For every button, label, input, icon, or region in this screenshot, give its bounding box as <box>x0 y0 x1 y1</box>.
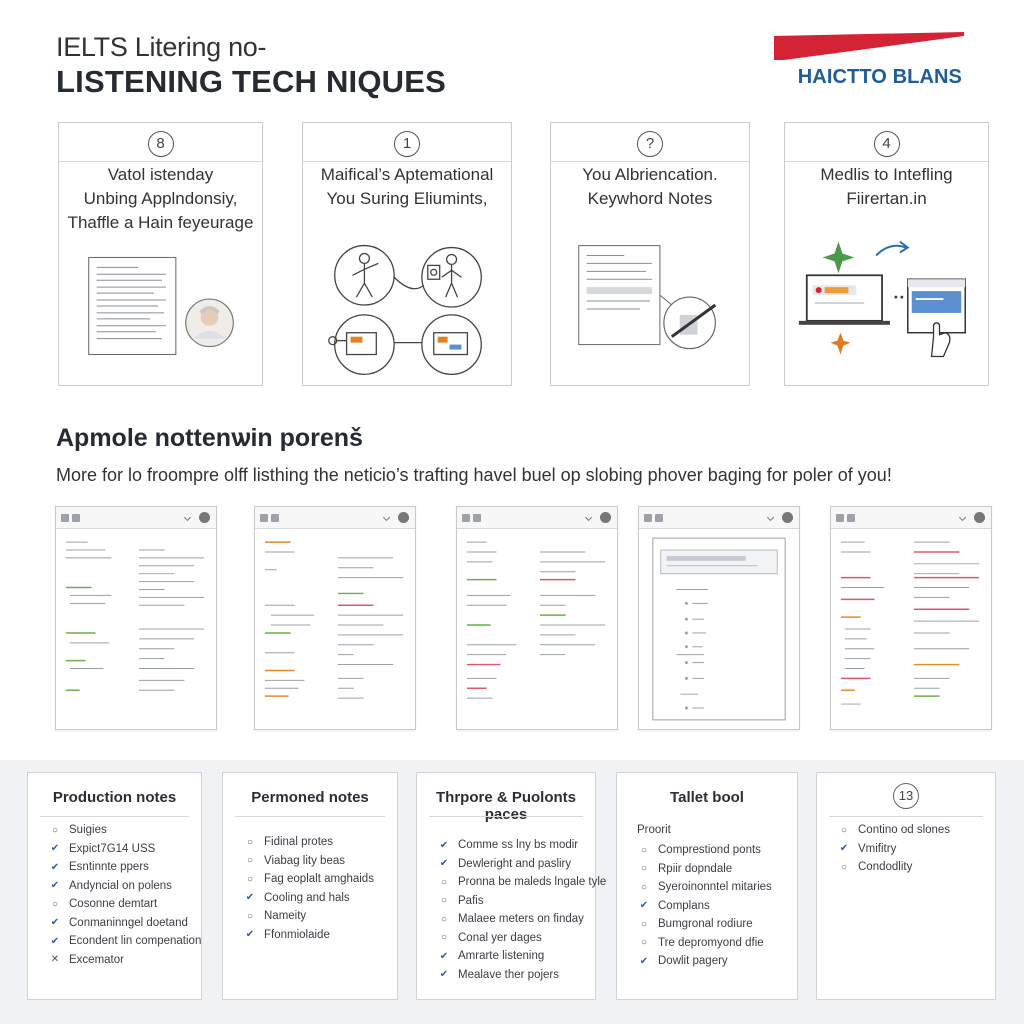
technique-number: 1 <box>394 131 420 157</box>
technique-card-4[interactable] <box>784 122 989 386</box>
document-with-portrait-icon <box>59 225 262 385</box>
notes-card-title: Production notes <box>52 789 177 806</box>
technique-card-2[interactable] <box>302 122 512 386</box>
notes-list <box>50 821 202 969</box>
brand-swoosh-icon <box>774 32 964 60</box>
list-item-text: Dowlit pagery <box>658 955 728 968</box>
list-item <box>839 821 987 840</box>
list-item-text: Bumgronal rodiure <box>658 918 753 931</box>
notes-list <box>439 836 607 984</box>
checkbox-checked-icon: ✔ <box>50 880 60 892</box>
bullet-circle-icon: ○ <box>440 876 448 888</box>
screenshot-thumbnail-5[interactable] <box>830 506 992 730</box>
close-icon <box>398 512 409 523</box>
list-item <box>839 858 987 877</box>
divider <box>551 161 749 162</box>
list-item <box>50 951 193 970</box>
list-item <box>639 934 789 953</box>
list-item-text: Econdent lin compenation <box>69 935 202 948</box>
notes-card-title: Tallet bool <box>670 789 744 806</box>
list-item <box>439 855 587 874</box>
technique-text: You Albriencation. Keywhord Notes <box>582 165 718 208</box>
technique-number: ? <box>637 131 663 157</box>
close-icon <box>974 512 985 523</box>
notepad-with-pen-icon <box>551 225 749 385</box>
technique-text: Vatol istenday Unbing Applndonsiy, Thaffle a Hain feyeurage <box>67 165 254 232</box>
divider <box>59 161 262 162</box>
bullet-circle-icon: ○ <box>246 910 254 922</box>
checkbox-checked-icon: ✔ <box>839 843 849 855</box>
list-item <box>839 840 987 859</box>
list-item <box>245 833 389 852</box>
bullet-circle-icon: ○ <box>640 918 648 930</box>
document-preview <box>56 529 216 729</box>
bullet-circle-icon: ○ <box>51 898 59 910</box>
list-item-text: Excemator <box>69 953 124 966</box>
list-item <box>639 860 789 879</box>
list-item <box>439 929 587 948</box>
divider <box>303 161 511 162</box>
document-preview <box>457 529 617 729</box>
checkbox-checked-icon: ✔ <box>639 955 649 967</box>
list-item-text: Fag eoplalt amghaids <box>264 873 374 886</box>
list-item-text: Esntinnte ppers <box>69 861 149 874</box>
screenshot-thumbnail-4[interactable] <box>638 506 800 730</box>
technique-text: Medlis to Intefling Fiirertan.in <box>820 165 953 208</box>
list-item <box>245 870 389 889</box>
page-title: LISTENING TECH NIQUES <box>56 64 447 99</box>
list-item-text: Pronna be maleds lngale tyle <box>458 876 607 889</box>
list-item <box>639 841 789 860</box>
list-item-text: Cosonne demtart <box>69 898 158 911</box>
notes-card-title: Permoned notes <box>251 789 369 806</box>
list-item <box>439 873 607 892</box>
list-item <box>245 907 389 926</box>
list-item-text: Suigies <box>69 824 107 837</box>
bullet-circle-icon: ○ <box>640 881 648 893</box>
list-item-text: Ffonmiolaide <box>264 928 330 941</box>
document-preview <box>255 529 415 729</box>
checkbox-checked-icon: ✔ <box>439 839 449 851</box>
list-item <box>439 947 587 966</box>
bullet-circle-icon: ○ <box>640 844 648 856</box>
close-icon <box>600 512 611 523</box>
brand-logo <box>772 32 964 92</box>
bullet-circle-icon: ○ <box>640 863 648 875</box>
list-item-text: Comprestiond ponts <box>658 844 761 857</box>
window-titlebar <box>255 507 415 529</box>
bullet-circle-icon: ○ <box>246 855 254 867</box>
notes-list <box>839 821 987 877</box>
list-item-text: Conmaninngel doetand <box>69 916 188 929</box>
document-preview <box>639 529 799 729</box>
list-item-text: Tre depromyond dfie <box>658 936 764 949</box>
divider <box>829 816 983 817</box>
list-item <box>639 915 789 934</box>
close-icon <box>199 512 210 523</box>
header-kicker: IELTS Litering no- <box>56 32 267 62</box>
laptop-and-browser-transfer-icon <box>785 225 988 385</box>
screenshot-thumbnail-2[interactable] <box>254 506 416 730</box>
list-item-text: Dewleright and pasliry <box>458 857 572 870</box>
notes-card-lead: Proorit <box>637 824 671 836</box>
list-item-text: Comme ss lny bs modir <box>458 839 579 852</box>
bullet-circle-icon: ○ <box>440 932 448 944</box>
checkbox-checked-icon: ✔ <box>439 969 449 981</box>
brand-name: HAICTTO BLANS <box>797 66 962 88</box>
list-item-text: Amrarte listening <box>458 950 545 963</box>
bullet-circle-icon: ○ <box>440 895 448 907</box>
list-item-text: Syeroinonntel mitaries <box>658 881 772 894</box>
list-item-text: Malaee meters on finday <box>458 913 584 926</box>
list-item <box>50 895 193 914</box>
divider <box>429 816 583 817</box>
list-item-text: Cooling and hals <box>264 891 350 904</box>
list-item-text: Andyncial on polens <box>69 879 172 892</box>
list-item <box>439 910 587 929</box>
list-item <box>50 914 193 933</box>
list-item-text: Expict7G14 USS <box>69 842 156 855</box>
bullet-circle-icon: ○ <box>840 861 848 873</box>
checkbox-checked-icon: ✔ <box>50 917 60 929</box>
list-item-text: Vmifitry <box>858 842 897 855</box>
list-item-text: Nameity <box>264 910 307 923</box>
section-title: Apmole nottenѡin porenš <box>56 424 363 452</box>
notes-card-thrpore[interactable] <box>416 772 607 1000</box>
list-item <box>245 889 389 908</box>
list-item <box>639 952 789 971</box>
window-titlebar <box>56 507 216 529</box>
list-item <box>50 821 193 840</box>
technique-card-3[interactable] <box>550 122 750 386</box>
screenshot-thumbnail-3[interactable] <box>456 506 618 730</box>
bullet-circle-icon: ○ <box>51 824 59 836</box>
divider <box>785 161 988 162</box>
list-item <box>50 932 202 951</box>
list-item-text: Pafis <box>458 894 484 907</box>
bullet-circle-icon: ○ <box>246 836 254 848</box>
checkbox-checked-icon: ✔ <box>50 935 60 947</box>
divider <box>40 816 189 817</box>
checkbox-checked-icon: ✔ <box>439 858 449 870</box>
notes-card-title: Thrpore & Puolonts paces <box>436 789 576 823</box>
bullet-circle-icon: ○ <box>640 937 648 949</box>
list-item-text: Contino od slones <box>858 824 951 837</box>
notes-card-number: 13 <box>893 783 919 809</box>
list-item <box>50 840 193 859</box>
close-icon <box>782 512 793 523</box>
document-preview <box>831 529 991 729</box>
list-item <box>639 897 789 916</box>
notes-card-permoned[interactable] <box>222 772 398 1000</box>
bullet-circle-icon: ○ <box>246 873 254 885</box>
list-item <box>639 878 789 897</box>
notes-list <box>245 833 389 944</box>
checkbox-checked-icon: ✔ <box>639 900 649 912</box>
checkbox-checked-icon: ✔ <box>50 861 60 873</box>
divider <box>235 816 385 817</box>
list-item-text: Rpiir dopndale <box>658 862 733 875</box>
list-item-text: Fidinal protes <box>264 836 334 849</box>
checkbox-checked-icon: ✔ <box>245 892 255 904</box>
technique-number: 4 <box>874 131 900 157</box>
notes-list <box>639 841 789 971</box>
bullet-circle-icon: ○ <box>840 824 848 836</box>
window-titlebar <box>457 507 617 529</box>
checkbox-checked-icon: ✔ <box>50 843 60 855</box>
window-titlebar <box>831 507 991 529</box>
window-titlebar <box>639 507 799 529</box>
technique-text: Maifical’s Aptemational You Suring Eliumints, <box>320 165 494 208</box>
notes-card-13[interactable] <box>816 772 996 1000</box>
bullet-circle-icon: ○ <box>440 913 448 925</box>
list-item <box>439 836 587 855</box>
list-item-text: Complans <box>658 899 710 912</box>
list-item-text: Condodlity <box>858 861 913 874</box>
technique-number: 8 <box>148 131 174 157</box>
list-item-text: Viabag lity beas <box>264 854 345 867</box>
list-item-text: Conal yer dages <box>458 931 542 944</box>
checkbox-checked-icon: ✔ <box>439 950 449 962</box>
list-item-text: Mealave ther pojers <box>458 968 559 981</box>
notes-card-tallet-bool[interactable] <box>616 772 798 1000</box>
list-item <box>245 926 389 945</box>
checkbox-checked-icon: ✔ <box>245 929 255 941</box>
people-in-circles-diagram-icon <box>303 225 511 385</box>
x-mark-icon: ✕ <box>50 954 60 966</box>
list-item <box>439 966 587 985</box>
list-item <box>50 877 193 896</box>
notes-card-production[interactable] <box>27 772 202 1000</box>
section-description: More for lo froompre olff listhing the neticio’s trafting havel buel op slobing phover baging for poler of you! <box>56 465 892 485</box>
technique-card-1[interactable] <box>58 122 263 386</box>
screenshot-thumbnail-1[interactable] <box>55 506 217 730</box>
list-item <box>50 858 193 877</box>
list-item <box>439 892 587 911</box>
list-item <box>245 852 389 871</box>
